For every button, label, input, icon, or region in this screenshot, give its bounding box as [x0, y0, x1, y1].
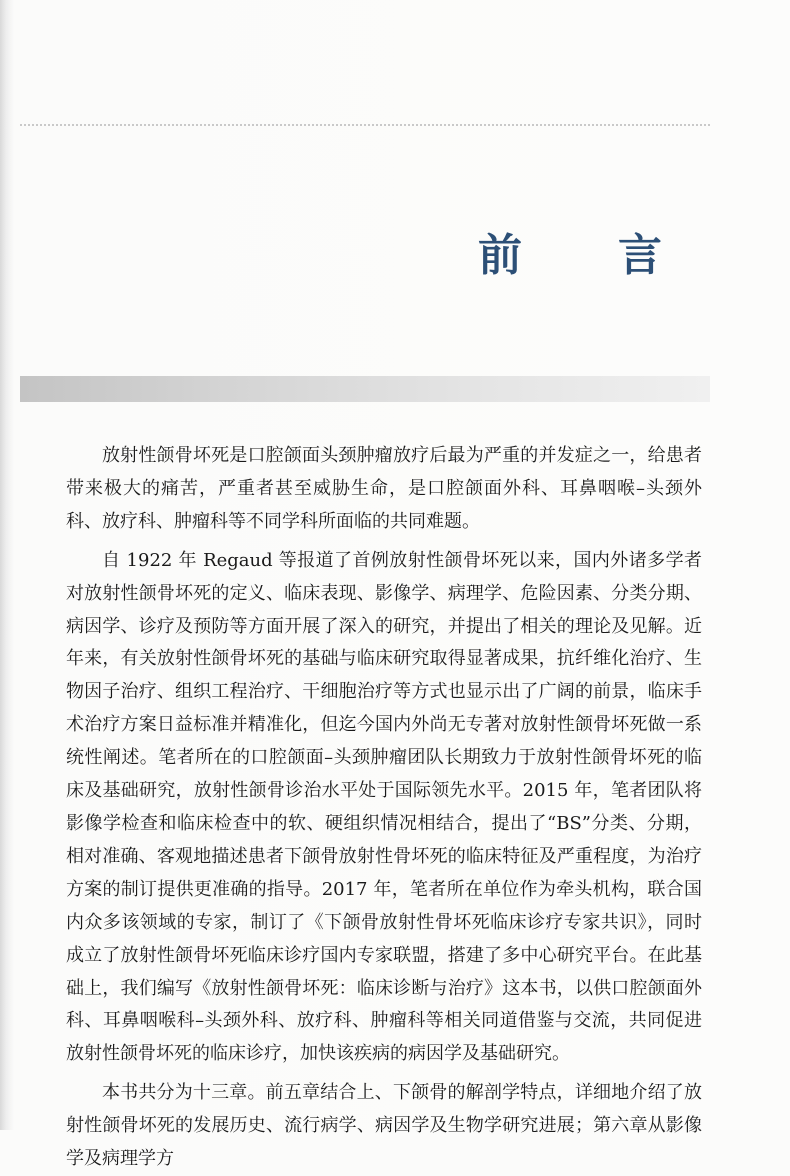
paragraph: 自 1922 年 Regaud 等报道了首例放射性颌骨坏死以来，国内外诸多学者对放射性颌骨坏死的定义、临床表现、影像学、病理学、危险因素、分类分期、病因学、诊疗及预防等方面开展了深入的研究，并提出了相关的理论及见解。近年来，有关放射性颌骨坏死的基础与临床研究取得显著成果，抗纤维化治疗、生物因子治疗、组织工程治疗、干细胞治疗等方式也显示出了广阔的前景，临床手术治疗方案日益标准并精准化，但迄今国内外尚无专著对放射性颌骨坏死做一系统性阐述。笔者所在的口腔颌面–头颈肿瘤团队长期致力于放射性颌骨坏死的临床及基础研究，放射性颌骨诊治水平处于国际领先水平。2015 年，笔者团队将影像学检查和临床检查中的软、硬组织情况相结合，提出了“BS”分类、分期，相对准确、客观地描述患者下颌骨放射性骨坏死的临床特征及严重程度，为治疗方案的制订提供更准确的指导。2017 年，笔者所在单位作为牵头机构，联合国内众多该领域的专家，制订了《下颌骨放射性骨坏死临床诊疗专家共识》，同时成立了放射性颌骨坏死临床诊疗国内专家联盟，搭建了多中心研究平台。在此基础上，我们编写《放射性颌骨坏死：临床诊断与治疗》这本书，以供口腔颌面外科、耳鼻咽喉科–头颈外科、放疗科、肿瘤科等相关同道借鉴与交流，共同促进放射性颌骨坏死的临床诊疗，加快该疾病的病因学及基础研究。 [66, 549, 702, 1065]
page-title: 前 言 [478, 230, 688, 281]
paragraph: 放射性颌骨坏死是口腔颌面头颈肿瘤放疗后最为严重的并发症之一，给患者带来极大的痛苦，严重者甚至威胁生命，是口腔颌面外科、耳鼻咽喉–头颈外科、放疗科、肿瘤科等不同学科所面临的共同难题。 [66, 445, 702, 532]
gray-gradient-band [20, 376, 710, 402]
dotted-divider [20, 124, 710, 126]
paragraph: 本书共分为十三章。前五章结合上、下颌骨的解剖学特点，详细地介绍了放射性颌骨坏死的发展历史、流行病学、病因学及生物学研究进展；第六章从影像学及病理学方 [66, 1082, 702, 1170]
body-text [66, 440, 702, 1176]
